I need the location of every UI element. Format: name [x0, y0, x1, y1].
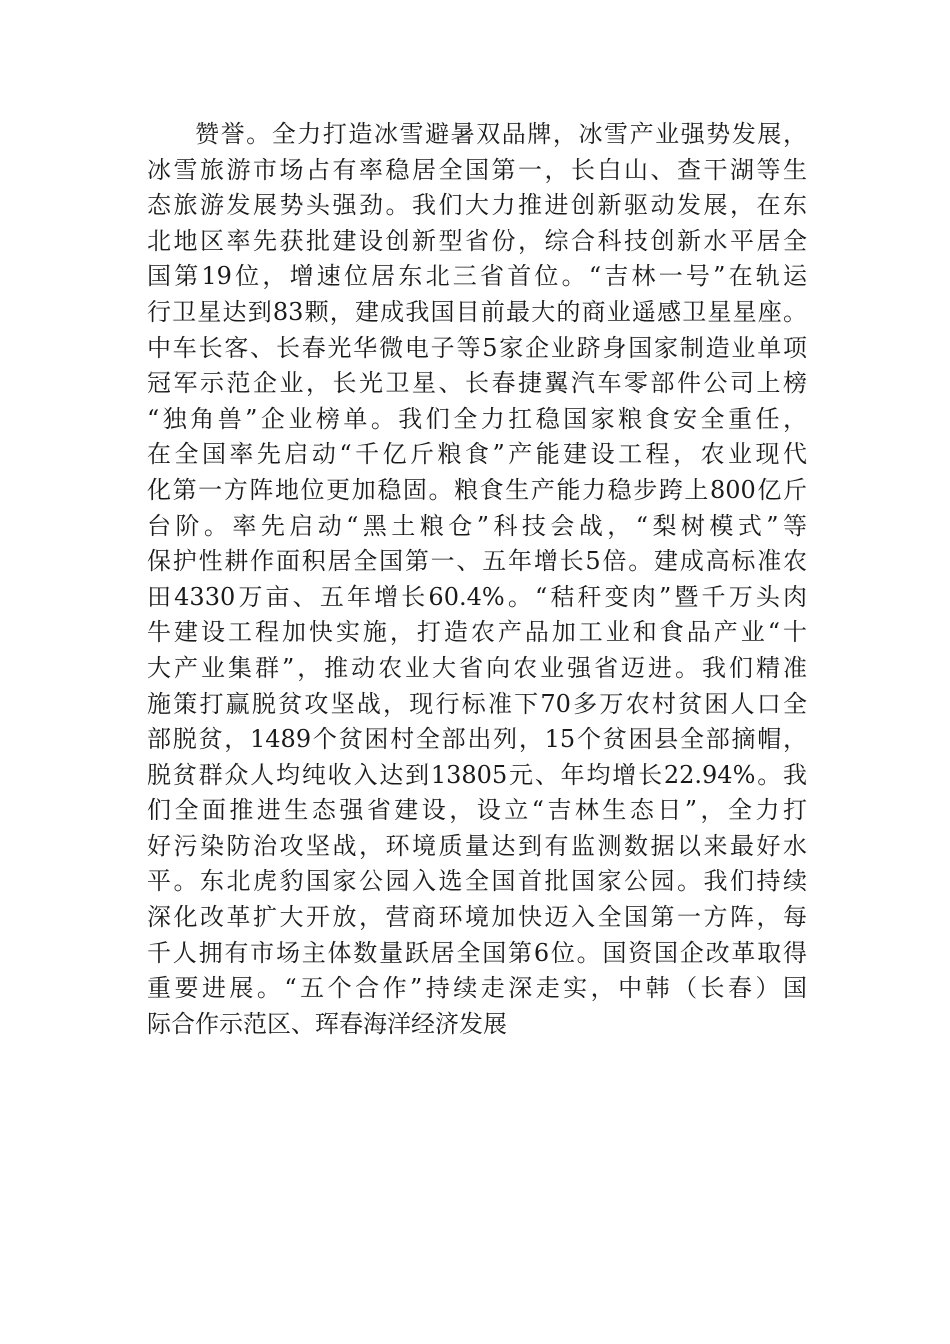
paragraph-line: 赞誉。全力打造冰雪避暑双品牌，冰雪产业强势发展，: [195, 120, 807, 148]
paragraph-line: 部脱贫，1489个贫困村全部出列，15个贫困县全部摘帽，: [147, 725, 807, 754]
paragraph-line: 态旅游发展势头强劲。我们大力推进创新驱动发展，在东: [147, 191, 807, 220]
paragraph-line: 在全国率先启动“千亿斤粮食”产能建设工程，农业现代: [147, 440, 807, 469]
paragraph-line: “独角兽”企业榜单。我们全力扛稳国家粮食安全重任，: [147, 404, 807, 433]
paragraph-line: 国第19位，增速位居东北三省首位。“吉林一号”在轨运: [147, 262, 807, 291]
body-paragraph: [147, 117, 807, 1042]
paragraph-line: 大产业集群”，推动农业大省向农业强省迈进。我们精准: [147, 653, 807, 682]
paragraph-line: 行卫星达到83颗，建成我国目前最大的商业遥感卫星星座。: [147, 297, 807, 326]
paragraph-line: 脱贫群众人均纯收入达到13805元、年均增长22.94%。我: [147, 760, 807, 789]
paragraph-line: 冠军示范企业，长光卫星、长春捷翼汽车零部件公司上榜: [147, 369, 807, 398]
paragraph-line: 牛建设工程加快实施，打造农产品加工业和食品产业“十: [147, 618, 807, 647]
paragraph-line: 田4330万亩、五年增长60.4%。“秸秆变肉”暨千万头肉: [147, 582, 807, 611]
paragraph-line: 中车长客、长春光华微电子等5家企业跻身国家制造业单项: [147, 333, 807, 362]
paragraph-line: 平。东北虎豹国家公园入选全国首批国家公园。我们持续: [147, 867, 807, 896]
paragraph-line: 施策打赢脱贫攻坚战，现行标准下70多万农村贫困人口全: [147, 689, 807, 718]
paragraph-line: 际合作示范区、珲春海洋经济发展: [147, 1009, 507, 1038]
paragraph-line: 化第一方阵地位更加稳固。粮食生产能力稳步跨上800亿斤: [147, 475, 807, 504]
paragraph-line: 保护性耕作面积居全国第一、五年增长5倍。建成高标准农: [147, 547, 807, 576]
paragraph-line: 千人拥有市场主体数量跃居全国第6位。国资国企改革取得: [147, 938, 807, 967]
paragraph-line: 台阶。率先启动“黑土粮仓”科技会战，“梨树模式”等: [147, 511, 807, 540]
paragraph-line: 们全面推进生态强省建设，设立“吉林生态日”，全力打: [147, 796, 807, 825]
paragraph-line: 深化改革扩大开放，营商环境加快迈入全国第一方阵，每: [147, 903, 807, 932]
paragraph-line: 冰雪旅游市场占有率稳居全国第一，长白山、查干湖等生: [147, 155, 807, 184]
paragraph-line: 北地区率先获批建设创新型省份，综合科技创新水平居全: [147, 226, 807, 255]
paragraph-line: 重要进展。“五个合作”持续走深走实，中韩（长春）国: [147, 974, 807, 1003]
paragraph-line: 好污染防治攻坚战，环境质量达到有监测数据以来最好水: [147, 831, 807, 860]
